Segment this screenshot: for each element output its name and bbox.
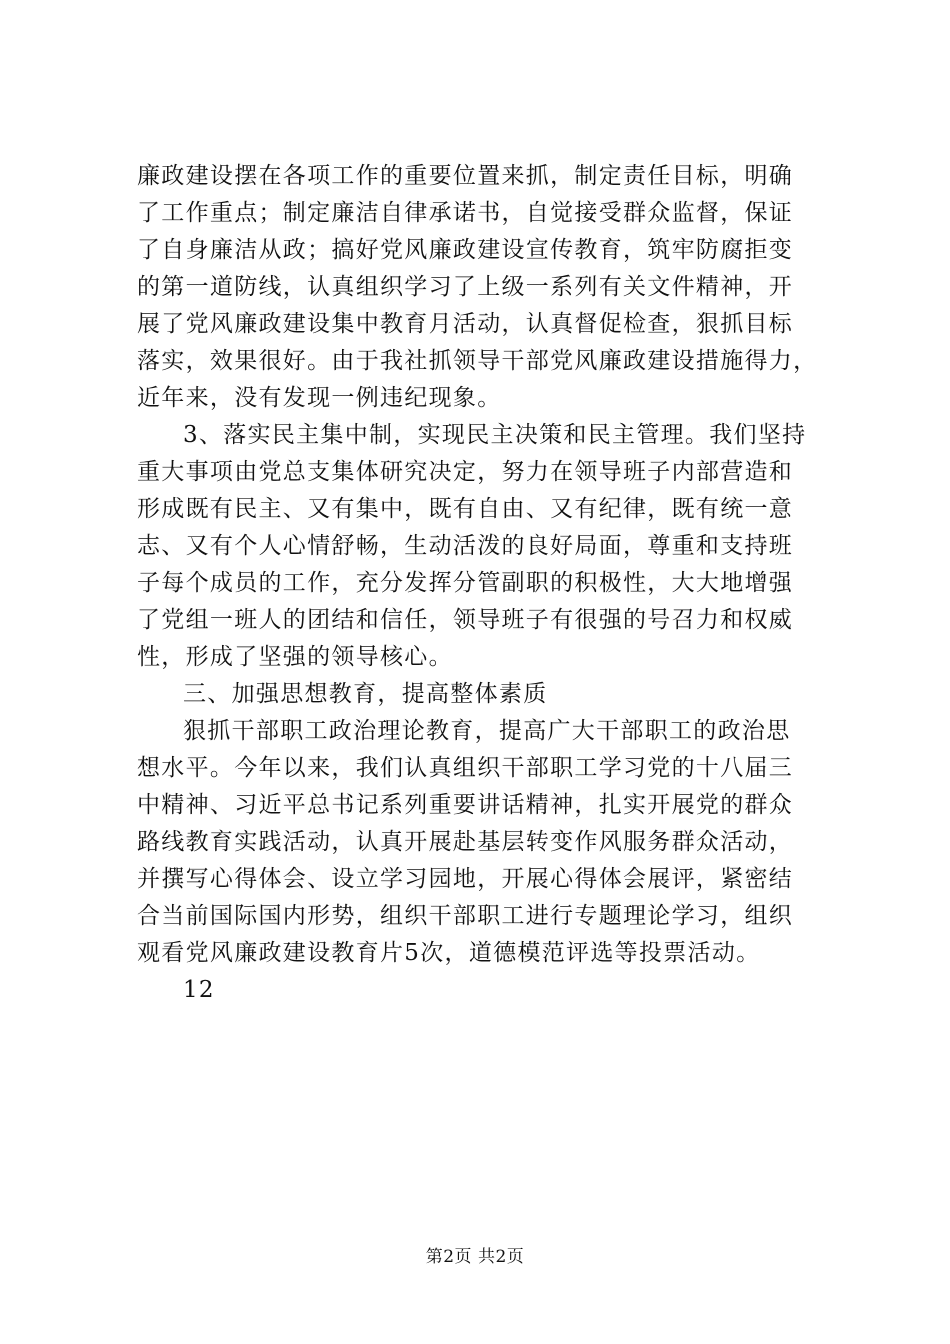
body-text	[137, 158, 827, 1009]
text-line: 路线教育实践活动，认真开展赴基层转变作风服务群众活动，	[137, 829, 794, 855]
text-line: 的第一道防线，认真组织学习了上级一系列有关文件精神，开	[137, 274, 794, 300]
text-line: 志、又有个人心情舒畅，生动活泼的良好局面，尊重和支持班	[137, 533, 794, 559]
text-line: 落实，效果很好。由于我社抓领导干部党风廉政建设措施得力，	[137, 348, 818, 374]
text-line: 了党组一班人的团结和信任，领导班子有很强的号召力和权威	[137, 607, 794, 633]
text-line: 想水平。今年以来，我们认真组织干部职工学习党的十八届三	[137, 755, 794, 781]
paragraph-start-line: 狠抓干部职工政治理论教育，提高广大干部职工的政治思	[183, 718, 791, 744]
text-line: 了自身廉洁从政；搞好党风廉政建设宣传教育，筑牢防腐拒变	[137, 237, 794, 263]
text-line: 并撰写心得体会、设立学习园地，开展心得体会展评，紧密结	[137, 866, 794, 892]
text-line: 形成既有民主、又有集中，既有自由、又有纪律，既有统一意	[137, 496, 794, 522]
paragraph-start-line: 3、落实民主集中制，实现民主决策和民主管理。我们坚持	[183, 422, 807, 448]
text-line: 重大事项由党总支集体研究决定，努力在领导班子内部营造和	[137, 459, 794, 485]
text-line: 子每个成员的工作，充分发挥分管副职的积极性，大大地增强	[137, 570, 794, 596]
trailing-number: 12	[183, 977, 215, 1003]
section-heading: 三、加强思想教育，提高整体素质	[183, 681, 548, 707]
text-line: 了工作重点；制定廉洁自律承诺书，自觉接受群众监督，保证	[137, 200, 794, 226]
text-line: 观看党风廉政建设教育片5次，道德模范评选等投票活动。	[137, 940, 761, 966]
text-line: 近年来，没有发现一例违纪现象。	[137, 385, 502, 411]
text-line: 廉政建设摆在各项工作的重要位置来抓，制定责任目标，明确	[137, 163, 794, 189]
text-line: 中精神、习近平总书记系列重要讲话精神，扎实开展党的群众	[137, 792, 794, 818]
text-line: 性，形成了坚强的领导核心。	[137, 644, 453, 670]
text-line: 合当前国际国内形势，组织干部职工进行专题理论学习，组织	[137, 903, 794, 929]
page-footer: 第2页 共2页	[425, 1247, 525, 1267]
text-line: 展了党风廉政建设集中教育月活动，认真督促检查，狠抓目标	[137, 311, 794, 337]
